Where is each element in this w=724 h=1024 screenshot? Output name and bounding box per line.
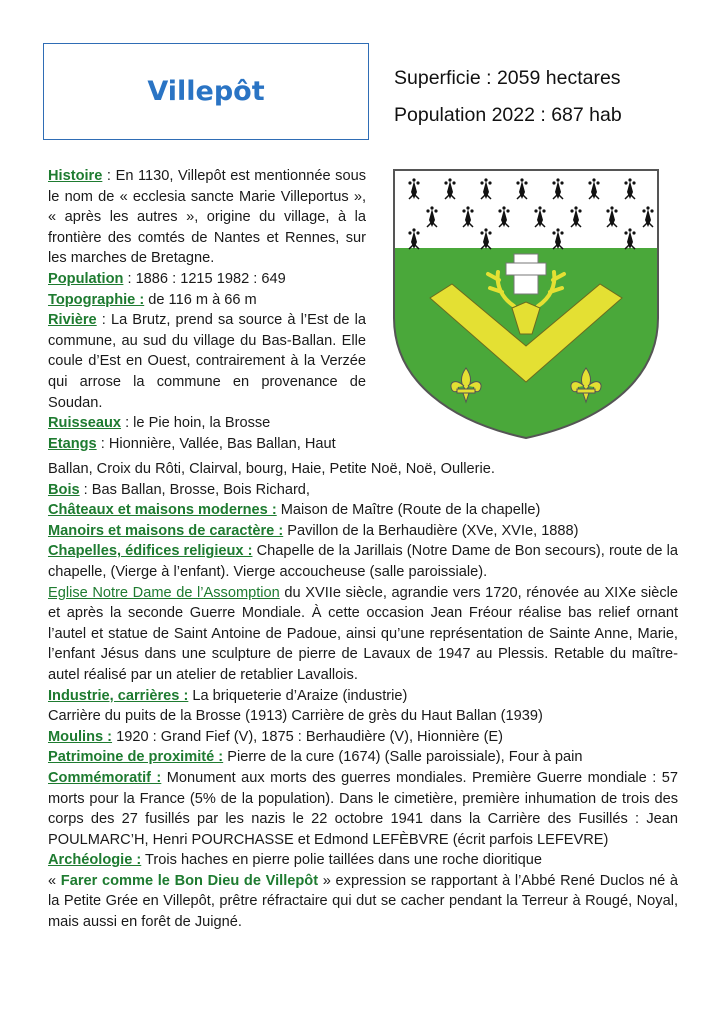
histoire-paragraph — [48, 166, 366, 269]
patrimoine-label: Patrimoine de proximité : — [48, 749, 224, 766]
chapelles-paragraph — [48, 541, 678, 582]
archeologie-paragraph — [48, 850, 678, 871]
chateaux-text: Maison de Maître (Route de la chapelle) — [276, 502, 541, 519]
expression-open-quote: « — [48, 872, 61, 889]
population-label: Population — [48, 270, 124, 287]
carrieres-line: Carrière du puits de la Brosse (1913) Carrière de grès du Haut Ballan (1939) — [48, 708, 543, 725]
expression-text: » expression se rapportant à l’Abbé René Duclos né à la Petite Grée en Villepôt, prêtre réfractaire qui dut se cacher pendant la Terreur à Rougé, Noyal, mais aussi en forêt de Juigné. — [48, 872, 678, 931]
chapelles-text: Chapelle de la Jarillais (Notre Dame de Bon secours), route de la chapelle, (Vierge à l’enfant). Vierge accoucheuse (salle paroissiale). — [48, 543, 678, 580]
archeologie-text: Trois haches en pierre polie taillées dans une roche dioritique — [141, 852, 543, 869]
commemoratif-paragraph — [48, 768, 678, 850]
page-title: Villepôt — [147, 76, 265, 107]
ruisseaux-label: Ruisseaux — [48, 415, 122, 432]
patrimoine-text: Pierre de la cure (1674) (Salle paroissiale), Four à pain — [223, 749, 583, 766]
etangs-continued: Ballan, Croix du Rôti, Clairval, bourg, Haie, Petite Noë, Noë, Oullerie. — [48, 461, 495, 477]
etangs-paragraph — [48, 434, 366, 455]
topographie-paragraph — [48, 290, 366, 311]
superficie-text: Superficie : 2059 hectares — [394, 67, 621, 89]
commemoratif-label: Commémoratif : — [48, 769, 162, 786]
moulins-text: 1920 : Grand Fief (V), 1875 : Berhaudière (V), Hionnière (E) — [112, 728, 504, 745]
manoirs-paragraph — [48, 521, 678, 542]
moulins-paragraph — [48, 727, 678, 748]
stats-block — [394, 60, 622, 134]
text-column-top — [48, 166, 366, 454]
text-column-bottom — [48, 459, 678, 933]
topographie-text: de 116 m à 66 m — [144, 291, 257, 308]
population-text: : 1886 : 1215 1982 : 649 — [123, 270, 286, 287]
riviere-label: Rivière — [48, 312, 97, 329]
expression-paragraph — [48, 871, 678, 933]
industrie-paragraph — [48, 686, 678, 707]
population-2022-text: Population 2022 : 687 hab — [394, 104, 622, 126]
manoirs-text: Pavillon de la Berhaudière (XVe, XVIe, 1888) — [283, 522, 579, 539]
eglise-paragraph — [48, 583, 678, 686]
bois-paragraph — [48, 480, 678, 501]
patrimoine-paragraph — [48, 747, 678, 768]
etangs-text-part1: : Hionnière, Vallée, Bas Ballan, Haut — [96, 435, 336, 452]
histoire-text: : En 1130, Villepôt est mentionnée sous le nom de « ecclesia sancte Marie Villeportus », « après les autres », origine du village, à la frontière des comtés de Nantes et Rennes, sur les marches de Bretagne. — [48, 168, 366, 267]
coat-of-arms — [390, 168, 662, 440]
industrie-text: La briqueterie d’Araize (industrie) — [188, 687, 408, 704]
industrie-label: Industrie, carrières : — [48, 687, 189, 704]
chateaux-label: Châteaux et maisons modernes : — [48, 502, 277, 519]
moulins-label: Moulins : — [48, 728, 113, 745]
population-paragraph — [48, 269, 366, 290]
manoirs-label: Manoirs et maisons de caractère : — [48, 522, 284, 539]
title-box — [43, 43, 369, 140]
ruisseaux-paragraph — [48, 413, 366, 434]
eglise-text: du XVIIe siècle, agrandie vers 1720, rénovée au XIXe siècle et après la seconde Guerre Mondiale. À cette occasion Jean Fréour réalise bas relief ornant l’autel et statue de Saint Antoine de Padoue, ainsi qu’une représentation de Sainte Anne, Marie, l’enfant Jésus dans une sculpture de pierre de Lavaux de 1947 au Plessis. Retable du maître-autel réalisé par un atelier de retablier Lavallois. — [48, 584, 678, 683]
histoire-label: Histoire — [48, 168, 103, 184]
chateaux-paragraph — [48, 500, 678, 521]
ruisseaux-text: : le Pie hoin, la Brosse — [121, 415, 271, 432]
expression-quote: Farer comme le Bon Dieu de Villepôt — [60, 872, 319, 889]
riviere-paragraph — [48, 310, 366, 413]
topographie-label: Topographie : — [48, 291, 145, 308]
chapelles-label: Chapelles, édifices religieux : — [48, 543, 253, 560]
eglise-label: Eglise Notre Dame de l’Assomption — [48, 584, 280, 601]
commemoratif-text: Monument aux morts des guerres mondiales. Première Guerre mondiale : 57 morts pour la France (5% de la population). Dans le cimetière, première inhumation de trois des corps des 27 fusillés par les nazis le 22 octobre 1941 dans la Carrière des Fusillés : Jean POULMARC’H, Henri POURCHASSE et Edmond LEFÈBVRE (écrit parfois LEFEVRE) — [48, 769, 678, 848]
riviere-text: : La Brutz, prend sa source à l’Est de la commune, au sud du village du Bas-Ballan. Elle coule d’Est en Ouest, contrairement à la Verzée qui arrose la commune en provenance de Soudan. — [48, 312, 366, 411]
bois-text: : Bas Ballan, Brosse, Bois Richard, — [79, 481, 310, 498]
etangs-label: Etangs — [48, 435, 97, 452]
archeologie-label: Archéologie : — [48, 852, 142, 869]
bois-label: Bois — [48, 481, 80, 498]
